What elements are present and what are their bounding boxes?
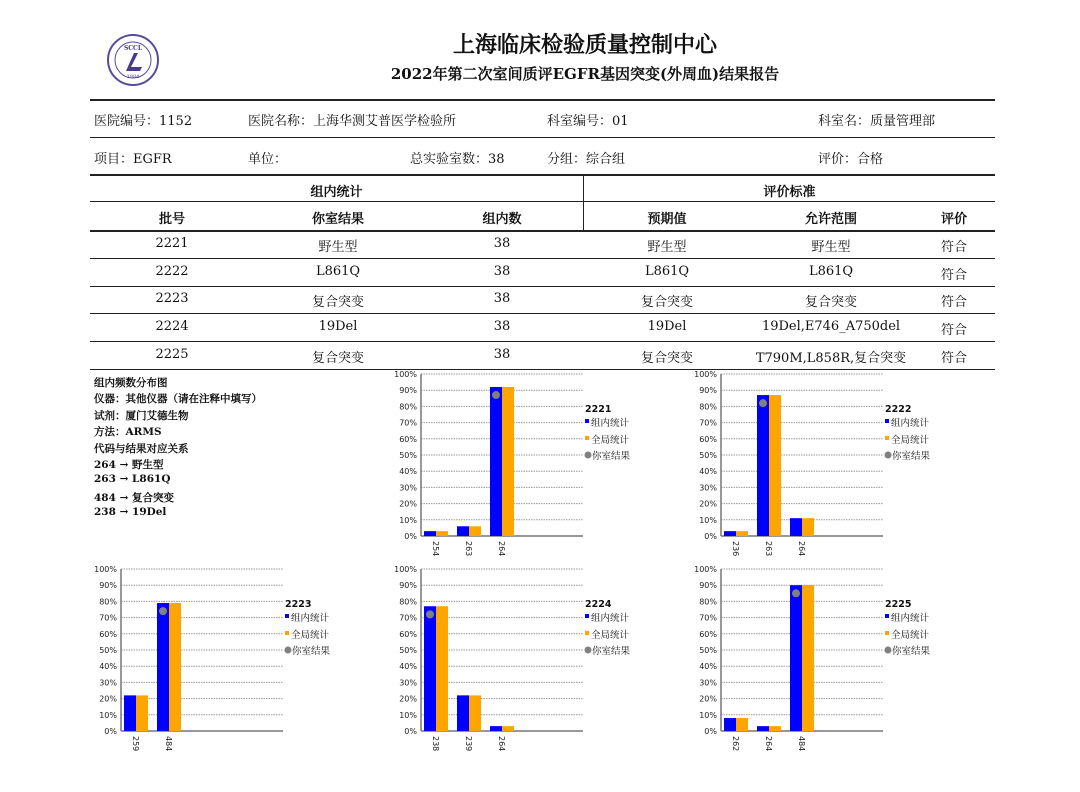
column-header: 组内数	[482, 212, 522, 227]
table-cell: 38	[493, 236, 511, 251]
legend-swatch-global	[285, 631, 289, 635]
note-line: 代码与结果对应关系	[94, 442, 189, 455]
row-divider	[90, 341, 995, 342]
legend-swatch-global	[585, 436, 589, 440]
your-result-marker	[792, 589, 800, 597]
table-cell: 野生型	[811, 240, 851, 255]
y-tick-label: 10%	[699, 710, 717, 720]
legend-label: 组内统计	[291, 613, 330, 624]
table-cell: 38	[493, 291, 511, 307]
legend-swatch-group	[285, 614, 289, 618]
bar-group	[490, 387, 502, 536]
legend-label: 组内统计	[891, 418, 930, 429]
legend-swatch-yours	[285, 647, 292, 654]
y-tick-label: 30%	[399, 678, 417, 688]
y-tick-label: 90%	[699, 386, 717, 396]
table-cell: 复合突变	[311, 350, 364, 366]
y-tick-label: 100%	[394, 370, 417, 379]
bar-global	[469, 695, 481, 731]
bar-global	[736, 718, 748, 731]
group-header-left: 组内统计	[310, 185, 363, 200]
your-result-marker	[426, 610, 434, 618]
column-header: 评价	[940, 212, 967, 227]
group-header-right: 评价标准	[763, 185, 816, 200]
unit: 单位：	[248, 152, 288, 167]
bar-global	[469, 526, 481, 536]
y-tick-label: 60%	[399, 434, 417, 444]
your-result-marker	[492, 391, 500, 399]
total-labs: 总实验室数：38	[410, 152, 505, 167]
bar-group	[124, 695, 136, 731]
y-tick-label: 40%	[399, 467, 417, 477]
bar-global	[169, 603, 181, 731]
x-tick-label: 238	[431, 736, 440, 752]
y-tick-label: 30%	[99, 678, 117, 688]
legend-swatch-yours	[885, 452, 892, 459]
bar-global	[769, 726, 781, 731]
note-line: 方法：ARMS	[94, 426, 162, 439]
legend-swatch-global	[885, 436, 889, 440]
y-tick-label: 20%	[399, 694, 417, 704]
table-cell: 符合	[940, 350, 967, 366]
legend-label: 全局统计	[291, 630, 330, 641]
table-cell: 符合	[940, 267, 967, 283]
row-divider	[90, 286, 995, 287]
bar-global	[136, 695, 148, 731]
table-cell: 复合突变	[640, 295, 693, 311]
y-tick-label: 80%	[699, 597, 717, 607]
y-tick-label: 90%	[99, 581, 117, 591]
y-tick-label: 70%	[699, 418, 717, 428]
table-cell: L861Q	[315, 263, 361, 279]
y-tick-label: 30%	[699, 678, 717, 688]
y-tick-label: 0%	[704, 727, 717, 736]
legend-label: 全局统计	[891, 435, 930, 446]
note-line: 238 → 19Del	[94, 506, 167, 519]
legend-title: 2224	[585, 599, 612, 610]
divider	[90, 99, 995, 101]
note-line: 试剂：厦门艾德生物	[94, 409, 189, 422]
table-cell: 野生型	[318, 240, 358, 255]
hospital-no: 医院编号：1152	[94, 114, 193, 129]
legend-label: 全局统计	[591, 630, 630, 641]
y-tick-label: 60%	[699, 434, 717, 444]
y-tick-label: 0%	[104, 727, 117, 736]
table-cell: 2225	[155, 346, 189, 362]
bar-group	[490, 726, 502, 731]
y-tick-label: 40%	[99, 662, 117, 672]
legend-label: 你室结果	[292, 646, 331, 657]
y-tick-label: 50%	[699, 646, 717, 655]
bar-group	[424, 606, 436, 731]
legend-title: 2221	[585, 404, 612, 415]
x-tick-label: 263	[764, 541, 773, 557]
legend-label: 组内统计	[591, 418, 630, 429]
bar-chart-2221	[390, 370, 650, 560]
table-top-border	[90, 174, 995, 176]
legend-label: 你室结果	[892, 451, 931, 462]
legend-label: 组内统计	[891, 613, 930, 624]
x-tick-label: 264	[497, 736, 506, 752]
bar-global	[502, 726, 514, 731]
legend-label: 你室结果	[892, 646, 931, 657]
table-cell: 复合突变	[804, 295, 857, 311]
legend-swatch-yours	[585, 647, 592, 654]
table-cell: 19Del,E746_A750del	[761, 319, 901, 335]
table-cell: 19Del	[318, 319, 358, 335]
chart-svg	[390, 370, 650, 560]
y-tick-label: 80%	[99, 597, 117, 607]
table-cell: 符合	[940, 295, 967, 311]
divider	[90, 230, 995, 232]
table-cell: 2223	[155, 291, 189, 307]
column-header: 批号	[158, 212, 185, 227]
legend-swatch-group	[585, 614, 589, 618]
bar-global	[502, 387, 514, 536]
bar-global	[736, 531, 748, 536]
legend-title: 2225	[885, 599, 912, 610]
y-tick-label: 10%	[399, 515, 417, 525]
bar-chart-2225	[690, 565, 950, 755]
table-cell: 符合	[940, 323, 967, 339]
x-tick-label: 484	[164, 736, 173, 752]
dept-no: 科室编号：01	[547, 114, 629, 129]
y-tick-label: 50%	[99, 646, 117, 655]
note-line: 263 → L861Q	[94, 473, 171, 486]
chart-svg	[390, 565, 650, 755]
x-tick-label: 236	[731, 541, 740, 557]
y-tick-label: 20%	[99, 694, 117, 704]
y-tick-label: 30%	[699, 483, 717, 493]
bar-global	[769, 395, 781, 536]
row-divider	[90, 258, 995, 259]
y-tick-label: 20%	[699, 499, 717, 509]
y-tick-label: 100%	[694, 565, 717, 574]
dept-name: 科室名：质量管理部	[818, 114, 936, 129]
bar-group	[724, 531, 736, 536]
legend-title: 2223	[285, 599, 312, 610]
y-tick-label: 90%	[399, 386, 417, 396]
table-cell: 复合突变	[640, 350, 693, 366]
chart-svg	[690, 565, 950, 755]
y-tick-label: 40%	[399, 662, 417, 672]
table-cell: 复合突变	[311, 295, 364, 311]
bar-chart-2223	[90, 565, 350, 755]
y-tick-label: 80%	[399, 402, 417, 412]
chart-svg	[690, 370, 950, 560]
table-cell: 2221	[155, 236, 189, 251]
table-cell: L861Q	[644, 263, 690, 279]
note-line: 仪器：其他仪器（请在注释中填写）	[94, 393, 262, 406]
report-title: 上海临床检验质量控制中心	[452, 32, 717, 58]
x-tick-label: 484	[797, 736, 806, 752]
row-divider	[90, 313, 995, 314]
column-header: 预期值	[647, 212, 687, 227]
report-subtitle: 2022年第二次室间质评EGFR基因突变(外周血)结果报告	[390, 65, 780, 83]
bar-group	[757, 726, 769, 731]
table-cell: 19Del	[647, 319, 687, 335]
bar-global	[436, 531, 448, 536]
svg-text:1984: 1984	[126, 74, 140, 80]
y-tick-label: 70%	[99, 613, 117, 623]
note-line: 组内频数分布图	[94, 377, 168, 389]
note-line: 484 → 复合突变	[94, 491, 175, 504]
project: 项目：EGFR	[94, 152, 172, 167]
y-tick-label: 80%	[399, 597, 417, 607]
bar-global	[802, 585, 814, 731]
table-cell: 38	[493, 346, 511, 362]
y-tick-label: 70%	[699, 613, 717, 623]
your-result-marker	[159, 607, 167, 615]
y-tick-label: 0%	[704, 532, 717, 541]
y-tick-label: 60%	[699, 629, 717, 639]
y-tick-label: 100%	[394, 565, 417, 574]
y-tick-label: 10%	[699, 515, 717, 525]
legend-swatch-global	[885, 631, 889, 635]
legend-label: 全局统计	[891, 630, 930, 641]
legend-swatch-group	[585, 419, 589, 423]
legend-title: 2222	[885, 404, 912, 415]
y-tick-label: 60%	[399, 629, 417, 639]
table-cell: 2224	[155, 319, 189, 335]
hospital-name: 医院名称：上海华测艾普医学检验所	[248, 114, 457, 129]
group: 分组：综合组	[547, 152, 626, 167]
x-tick-label: 263	[464, 541, 473, 557]
y-tick-label: 50%	[699, 451, 717, 460]
y-tick-label: 0%	[404, 532, 417, 541]
y-tick-label: 100%	[94, 565, 117, 574]
evaluation: 评价：合格	[818, 152, 884, 167]
y-tick-label: 10%	[99, 710, 117, 720]
y-tick-label: 70%	[399, 418, 417, 428]
bar-group	[457, 526, 469, 536]
y-tick-label: 20%	[699, 694, 717, 704]
table-cell: 野生型	[647, 240, 687, 255]
svg-text:SCCL: SCCL	[123, 45, 143, 52]
legend-label: 你室结果	[592, 451, 631, 462]
y-tick-label: 40%	[699, 467, 717, 477]
legend-label: 你室结果	[592, 646, 631, 657]
y-tick-label: 20%	[399, 499, 417, 509]
legend-swatch-group	[885, 419, 889, 423]
divider	[90, 137, 995, 138]
bar-group	[790, 518, 802, 536]
bar-group	[157, 603, 169, 731]
x-tick-label: 264	[497, 541, 506, 557]
column-header: 你室结果	[311, 212, 364, 227]
bar-global	[802, 518, 814, 536]
y-tick-label: 80%	[699, 402, 717, 412]
y-tick-label: 30%	[399, 483, 417, 493]
table-cell: L861Q	[808, 263, 854, 279]
table-cell: 38	[493, 319, 511, 335]
y-tick-label: 40%	[699, 662, 717, 672]
bar-chart-2222	[690, 370, 950, 560]
y-tick-label: 50%	[399, 646, 417, 655]
note-line: 264 → 野生型	[94, 459, 164, 471]
x-tick-label: 262	[731, 736, 740, 752]
bar-group	[790, 585, 802, 731]
y-tick-label: 10%	[399, 710, 417, 720]
y-tick-label: 90%	[699, 581, 717, 591]
legend-swatch-yours	[585, 452, 592, 459]
table-cell: 38	[493, 263, 511, 279]
bar-group	[424, 531, 436, 536]
x-tick-label: 259	[131, 736, 140, 752]
divider	[90, 201, 995, 202]
bar-chart-2224	[390, 565, 650, 755]
column-header: 允许范围	[804, 212, 857, 227]
legend-swatch-group	[885, 614, 889, 618]
table-cell: T790M,L858R,复合突变	[755, 350, 907, 366]
legend-swatch-global	[585, 631, 589, 635]
y-tick-label: 90%	[399, 581, 417, 591]
x-tick-label: 254	[431, 541, 440, 557]
y-tick-label: 100%	[694, 370, 717, 379]
your-result-marker	[759, 399, 767, 407]
x-tick-label: 264	[764, 736, 773, 752]
y-tick-label: 50%	[399, 451, 417, 460]
table-cell: 2222	[155, 263, 189, 279]
x-tick-label: 239	[464, 736, 473, 752]
bar-group	[457, 695, 469, 731]
legend-label: 组内统计	[591, 613, 630, 624]
bar-group	[724, 718, 736, 731]
bar-group	[757, 395, 769, 536]
x-tick-label: 264	[797, 541, 806, 557]
y-tick-label: 60%	[99, 629, 117, 639]
legend-label: 全局统计	[591, 435, 630, 446]
y-tick-label: 0%	[404, 727, 417, 736]
chart-svg	[90, 565, 350, 755]
y-tick-label: 70%	[399, 613, 417, 623]
legend-swatch-yours	[885, 647, 892, 654]
bar-global	[436, 606, 448, 731]
table-cell: 符合	[940, 240, 967, 255]
